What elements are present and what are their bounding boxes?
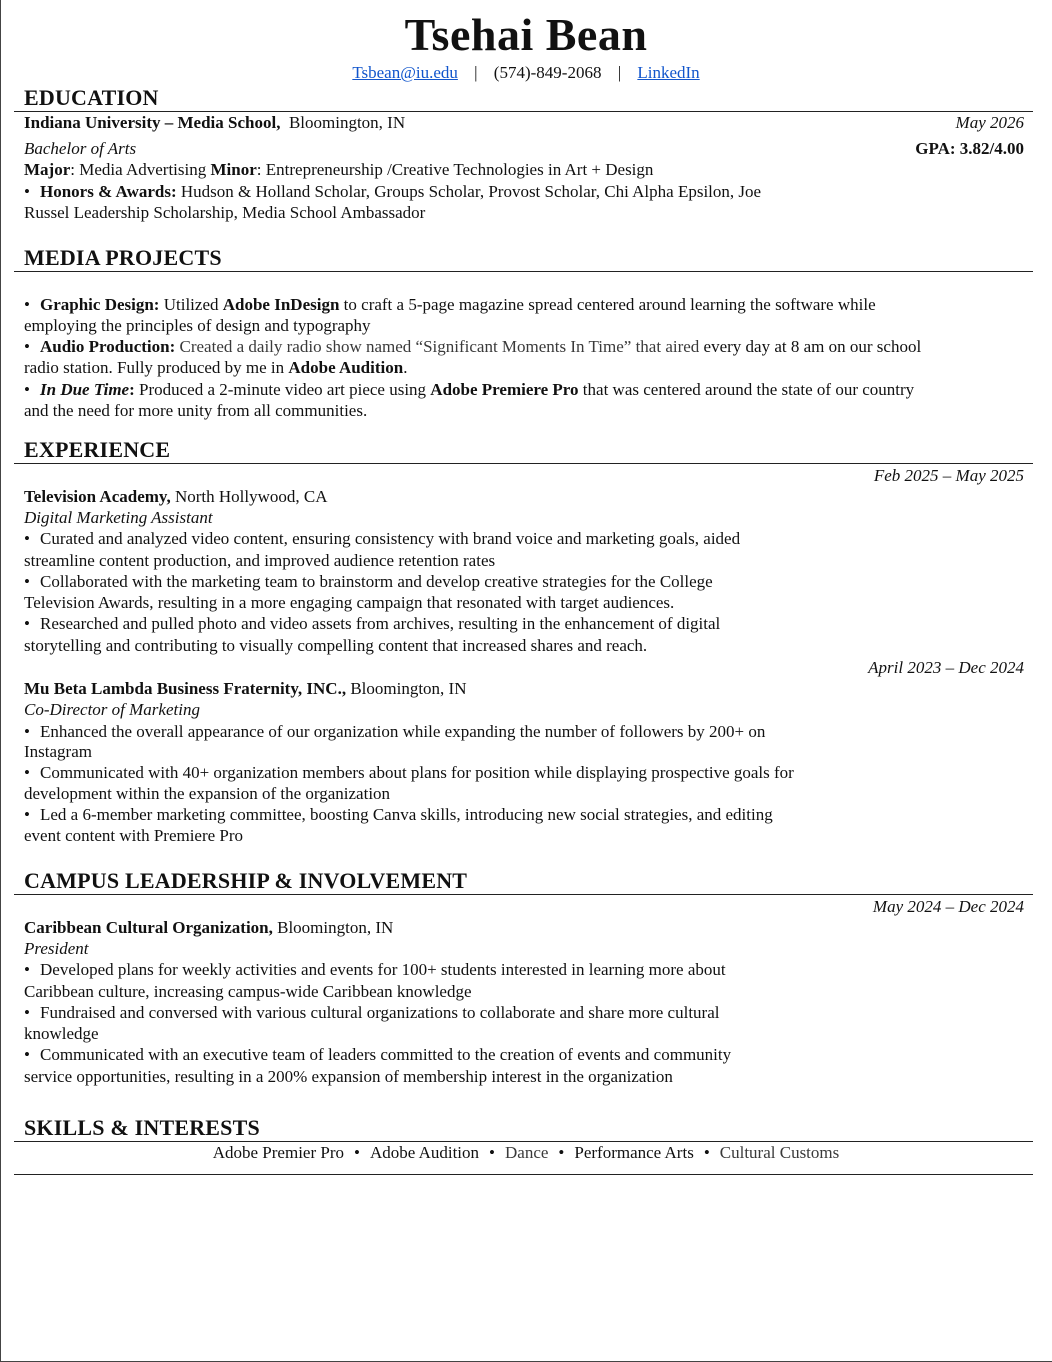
bullet-text: Fundraised and conversed with various cultural organizations to collaborate and share more cultural xyxy=(40,1003,720,1022)
project-text: . xyxy=(403,358,408,377)
job-bullet xyxy=(24,571,713,592)
project-tool: Adobe Audition xyxy=(288,358,404,377)
honors-line-2: Russel Leadership Scholarship, Media School Ambassador xyxy=(24,203,426,222)
major-label: Major xyxy=(24,160,71,179)
leadership-bullet-cont: Caribbean culture, increasing campus-wide Caribbean knowledge xyxy=(24,982,472,1001)
contact-divider: | xyxy=(474,63,478,82)
project-tool: Adobe Premiere Pro xyxy=(430,380,579,399)
project-text: every day at 8 am on our school xyxy=(703,337,922,356)
job-bullet-cont: development within the expansion of the organization xyxy=(24,784,391,803)
minor-label: Minor xyxy=(210,160,257,179)
project-text: radio station. Fully produced by me in xyxy=(24,358,285,377)
honors-label: Honors & Awards: xyxy=(40,182,177,201)
education-school-line xyxy=(24,112,405,133)
job-title: Digital Marketing Assistant xyxy=(24,508,213,527)
bullet-icon: • xyxy=(24,572,30,591)
job-bullet-cont: storytelling and contributing to visually compelling content that increased shares and reach. xyxy=(24,636,648,655)
skill-item: Adobe Premier Pro xyxy=(212,1143,344,1162)
job-bullet xyxy=(24,613,720,634)
project-video xyxy=(24,379,914,400)
section-rule xyxy=(14,463,1033,464)
project-tool: Adobe InDesign xyxy=(222,295,340,314)
job-bullet xyxy=(24,762,794,783)
job-bullet xyxy=(24,804,773,825)
job-bullet xyxy=(24,528,740,549)
project-label: Audio Production: xyxy=(40,337,176,356)
project-text: that was centered around the state of our country xyxy=(582,380,915,399)
section-heading-experience: EXPERIENCE xyxy=(24,437,171,462)
project-video-line-2: and the need for more unity from all communities. xyxy=(24,401,368,420)
bullet-text: Curated and analyzed video content, ensuring consistency with brand voice and marketing goals, aided xyxy=(40,529,741,548)
skills-list xyxy=(0,1142,1052,1163)
project-graphic xyxy=(24,294,876,315)
project-text: Created a daily radio show named “Significant Moments In Time” that aired xyxy=(179,337,700,356)
job-date: Feb 2025 – May 2025 xyxy=(873,466,1024,485)
bullet-icon: • xyxy=(24,337,30,356)
job-location: North Hollywood, CA xyxy=(174,487,328,506)
school-location: Bloomington, IN xyxy=(288,113,406,132)
project-label: In Due Time xyxy=(40,380,130,399)
leadership-bullet xyxy=(24,1044,731,1065)
gpa: GPA: 3.82/4.00 xyxy=(915,139,1024,158)
bullet-icon: • xyxy=(703,1143,710,1162)
bullet-text: Communicated with an executive team of leaders committed to the creation of events and community xyxy=(40,1045,732,1064)
leadership-bullet-cont: service opportunities, resulting in a 200% expansion of membership interest in the organization xyxy=(24,1067,673,1086)
section-heading-skills: SKILLS & INTERESTS xyxy=(24,1115,260,1140)
job-bullet-cont: streamline content production, and improved audience retention rates xyxy=(24,551,496,570)
leadership-date: May 2024 – Dec 2024 xyxy=(872,897,1024,916)
bullet-icon: • xyxy=(24,960,30,979)
skill-item: Performance Arts xyxy=(574,1143,694,1162)
job-location: Bloomington, IN xyxy=(350,679,467,698)
resume-name: Tsehai Bean xyxy=(404,9,648,60)
bullet-icon: • xyxy=(24,722,30,741)
bullet-text: Enhanced the overall appearance of our organization while expanding the number of followers by 200+ on xyxy=(40,722,766,741)
section-rule xyxy=(14,271,1033,272)
leadership-bullet xyxy=(24,959,726,980)
phone-number: (574)-849-2068 xyxy=(493,63,602,82)
bullet-icon: • xyxy=(24,1003,30,1022)
leadership-org-line xyxy=(24,917,393,938)
section-heading-education: EDUCATION xyxy=(24,85,159,110)
leadership-org: Caribbean Cultural Organization, xyxy=(24,918,273,937)
project-audio xyxy=(24,336,921,357)
bullet-icon: • xyxy=(24,295,30,314)
bullet-text: Collaborated with the marketing team to brainstorm and develop creative strategies for the College xyxy=(40,572,713,591)
project-text: Utilized xyxy=(163,295,219,314)
project-label: Graphic Design: xyxy=(40,295,160,314)
minor-value: : Entrepreneurship /Creative Technologies in Art + Design xyxy=(256,160,654,179)
linkedin-link[interactable]: LinkedIn xyxy=(637,63,700,82)
leadership-location: Bloomington, IN xyxy=(277,918,394,937)
project-colon: : xyxy=(129,380,135,399)
leadership-title: President xyxy=(24,939,89,958)
honors-text: Hudson & Holland Scholar, Groups Scholar, Provost Scholar, Chi Alpha Epsilon, Joe xyxy=(180,182,762,201)
job-bullet-cont: Instagram xyxy=(24,742,92,761)
skill-item: Dance xyxy=(505,1143,549,1162)
skill-item: Adobe Audition xyxy=(369,1143,480,1162)
bullet-icon: • xyxy=(24,614,30,633)
major-value: : Media Advertising xyxy=(70,160,207,179)
bottom-rule xyxy=(14,1174,1033,1175)
bullet-icon: • xyxy=(24,763,30,782)
job-date: April 2023 – Dec 2024 xyxy=(868,658,1024,677)
bullet-icon: • xyxy=(24,182,30,201)
job-org: Mu Beta Lambda Business Fraternity, INC., xyxy=(24,679,347,698)
job-org: Television Academy, xyxy=(24,487,171,506)
leadership-bullet xyxy=(24,1002,719,1023)
bullet-text: Communicated with 40+ organization members about plans for position while displaying prospective goals for xyxy=(40,763,794,782)
bullet-icon: • xyxy=(24,529,30,548)
contact-divider: | xyxy=(617,63,622,82)
job-org-line xyxy=(24,486,328,507)
section-rule xyxy=(14,894,1033,895)
school-name: Indiana University – Media School, xyxy=(24,113,281,132)
contact-line xyxy=(0,63,1052,83)
bullet-icon: • xyxy=(24,1045,30,1064)
job-bullet xyxy=(24,721,765,742)
job-bullet-cont: Television Awards, resulting in a more engaging campaign that resonated with target audiences. xyxy=(24,593,675,612)
email-link[interactable]: Tsbean@iu.edu xyxy=(352,63,458,82)
bullet-icon: • xyxy=(24,805,30,824)
leadership-bullet-cont: knowledge xyxy=(24,1024,99,1043)
job-org-line xyxy=(24,678,467,699)
section-heading-projects: MEDIA PROJECTS xyxy=(24,245,222,270)
section-heading-leadership: CAMPUS LEADERSHIP & INVOLVEMENT xyxy=(24,868,468,893)
project-text: to craft a 5-page magazine spread centered around learning the software while xyxy=(343,295,876,314)
bullet-icon: • xyxy=(558,1143,565,1162)
honors-line xyxy=(24,181,761,202)
project-text: Produced a 2-minute video art piece using xyxy=(139,380,427,399)
bullet-text: Developed plans for weekly activities and events for 100+ students interested in learning more about xyxy=(40,960,726,979)
bullet-icon: • xyxy=(489,1143,495,1162)
job-bullet-cont: event content with Premiere Pro xyxy=(24,826,244,845)
project-graphic-line-2: employing the principles of design and typography xyxy=(24,316,371,335)
degree: Bachelor of Arts xyxy=(24,139,137,158)
bullet-icon: • xyxy=(24,380,30,399)
skill-item: Cultural Customs xyxy=(719,1143,840,1162)
bullet-text: Led a 6-member marketing committee, boosting Canva skills, introducing new social strategies, and editing xyxy=(40,805,773,824)
education-date: May 2026 xyxy=(955,113,1024,132)
job-title: Co-Director of Marketing xyxy=(24,700,200,719)
major-minor-line xyxy=(24,159,653,180)
project-audio-line-2 xyxy=(24,357,407,378)
bullet-text: Researched and pulled photo and video assets from archives, resulting in the enhancement of digital xyxy=(40,614,721,633)
bullet-icon: • xyxy=(354,1143,360,1162)
